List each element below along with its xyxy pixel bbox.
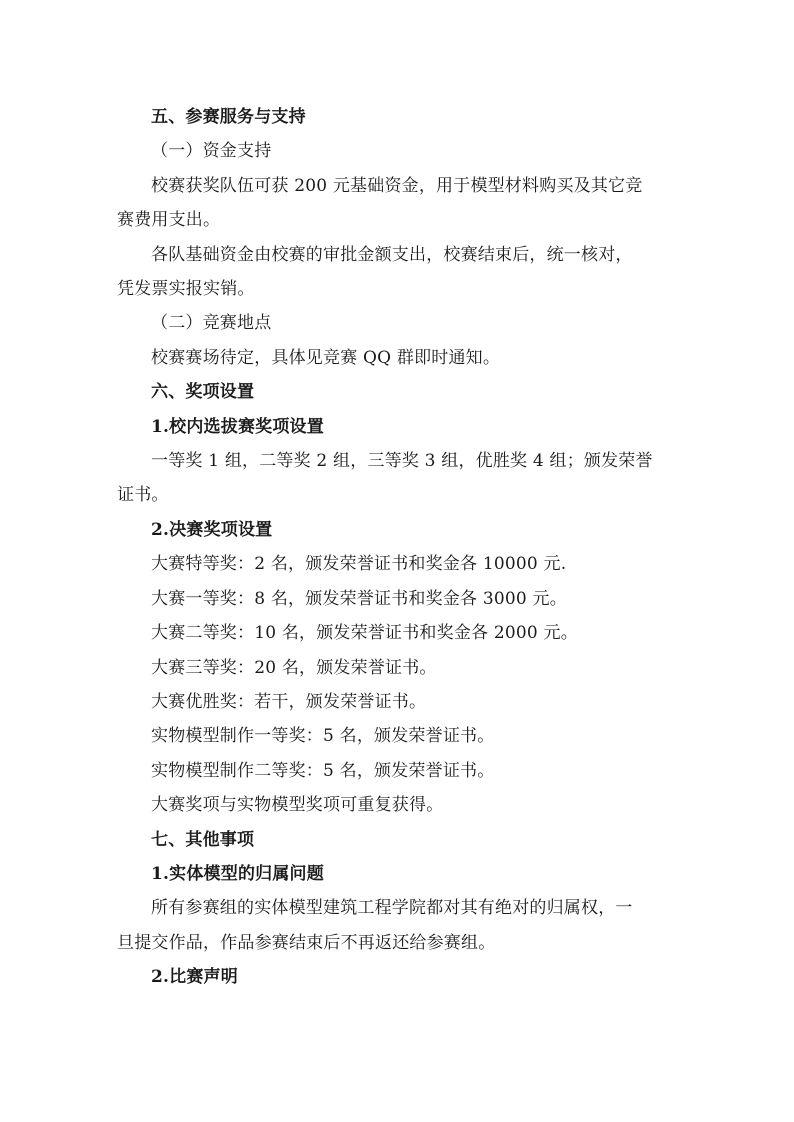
section-heading-service-support: 五、参赛服务与支持 <box>151 107 306 127</box>
paragraph-line: 校赛获奖队伍可获 200 元基础资金，用于模型材料购买及其它竞 <box>151 175 643 196</box>
document-body <box>117 100 677 995</box>
award-item: 实物模型制作一等奖：5 名，颁发荣誉证书。 <box>151 726 495 747</box>
section-heading-awards: 六、奖项设置 <box>151 382 255 403</box>
section-heading-other-matters: 七、其他事项 <box>151 829 255 850</box>
subsection-heading-final-awards: 2.决赛奖项设置 <box>151 519 273 540</box>
subsection-heading-model-ownership: 1.实体模型的归属问题 <box>151 863 324 884</box>
subsection-heading-venue: （二）竞赛地点 <box>151 313 272 334</box>
award-item: 实物模型制作二等奖：5 名，颁发荣誉证书。 <box>151 760 495 781</box>
award-item: 大赛三等奖：20 名，颁发荣誉证书。 <box>151 657 437 678</box>
subsection-heading-funding: （一）资金支持 <box>151 141 272 162</box>
paragraph-line: 证书。 <box>117 485 169 506</box>
award-item: 大赛奖项与实物模型奖项可重复获得。 <box>151 795 444 816</box>
paragraph-line: 旦提交作品，作品参赛结束后不再返还给参赛组。 <box>117 932 496 953</box>
paragraph-line: 所有参赛组的实体模型建筑工程学院都对其有绝对的归属权，一 <box>151 898 633 919</box>
paragraph-line: 赛费用支出。 <box>117 210 221 231</box>
paragraph-line: 一等奖 1 组，二等奖 2 组，三等奖 3 组，优胜奖 4 组；颁发荣誉 <box>151 451 653 472</box>
award-item: 大赛优胜奖：若干，颁发荣誉证书。 <box>151 691 427 712</box>
award-item: 大赛一等奖：8 名，颁发荣誉证书和奖金各 3000 元。 <box>151 588 567 609</box>
paragraph-line: 凭发票实报实销。 <box>117 279 255 300</box>
subsection-heading-statement: 2.比赛声明 <box>151 967 238 988</box>
award-item: 大赛特等奖：2 名，颁发荣誉证书和奖金各 10000 元. <box>151 554 567 575</box>
paragraph-line: 校赛赛场待定，具体见竞赛 QQ 群即时通知。 <box>151 347 501 368</box>
subsection-heading-school-awards: 1.校内选拔赛奖项设置 <box>151 416 324 437</box>
paragraph-line: 各队基础资金由校赛的审批金额支出，校赛结束后，统一核对， <box>151 244 633 265</box>
award-item: 大赛二等奖：10 名，颁发荣誉证书和奖金各 2000 元。 <box>151 623 578 644</box>
